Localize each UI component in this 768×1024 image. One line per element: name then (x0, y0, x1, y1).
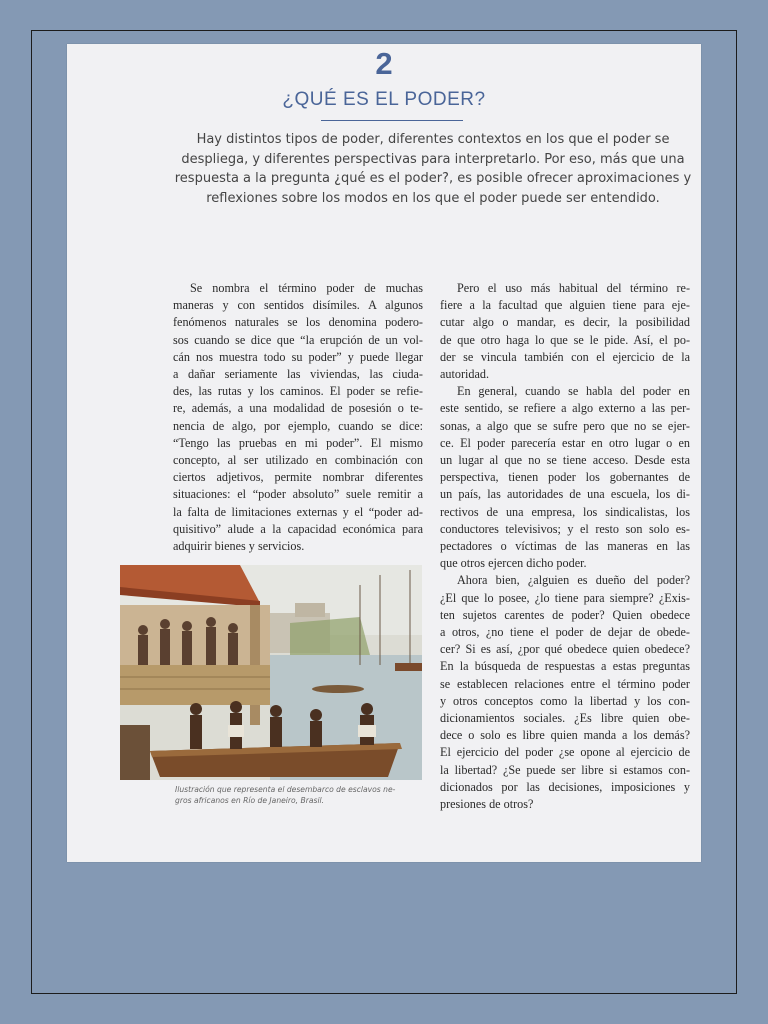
text-line: maneras y con sentidos disímiles. A algunos (173, 298, 423, 313)
text-line: situaciones: el “poder absoluto” suele remitir a (173, 487, 423, 502)
text-line: dece o solo es libre quien manda a los demás? (440, 728, 690, 743)
intro-paragraph (173, 130, 693, 208)
text-line: a otros, ¿no tiene el poder de dejar de obede- (440, 625, 690, 640)
intro-line: respuesta a la pregunta ¿qué es el poder?, es posible ofrecer aproximaciones y (174, 171, 692, 186)
illustration-caption (175, 785, 423, 806)
text-line: la falta de limitaciones externas y el “poder ad- (173, 504, 423, 519)
text-line: En general, cuando se habla del poder en (457, 384, 690, 399)
book-page (67, 44, 701, 862)
text-line: un país, las autoridades de una escuela, los di- (440, 487, 690, 502)
text-line: cutar algo o mandar, es decir, la posibilidad (440, 315, 690, 330)
caption-line: gros africanos en Río de Janeiro, Brasil. (175, 795, 325, 805)
text-line: dicionados por las decisiones, imposiciones y (440, 779, 690, 794)
text-line: presiones de otros? (440, 797, 534, 812)
text-line: pectadores o víctimas de las maneras en las (440, 539, 690, 554)
text-line: y otros conceptos como la libertad y los con- (440, 693, 690, 708)
text-line: este sentido, se refiere a algo externo a las per- (440, 401, 690, 416)
text-line: cán nos muestra todo su poder” y puede llegar (173, 349, 423, 364)
historical-illustration (120, 565, 422, 780)
text-line: nencia de algo, por ejemplo, cuando se dice: (173, 418, 423, 433)
illustration-art (120, 565, 422, 780)
intro-line: Hay distintos tipos de poder, diferentes contextos en los que el poder se (196, 132, 670, 147)
intro-line: reflexiones sobre los modos en los que el poder puede ser entendido. (206, 190, 660, 206)
text-line: de que otro haga lo que se le pide. Así, el po- (440, 332, 690, 347)
text-line: dicionamientos sociales. ¿Es libre quien obe- (440, 711, 690, 726)
text-line: la libertad? ¿Se puede ser libre si estamos con- (440, 762, 690, 777)
text-line: El ejercicio del poder ¿se opone al ejercicio de (440, 745, 690, 760)
text-line: der se vincula también con el ejercicio de la (440, 349, 690, 364)
text-line: que otros ejercen dicho poder. (440, 556, 587, 571)
text-line: a dañar seriamente las viviendas, las ciuda- (173, 367, 423, 382)
text-line: perspectiva, tienen poder los gobernantes de (440, 470, 690, 485)
text-line: autoridad. (440, 367, 490, 382)
text-line: concepto, al ser utilizado en combinación con (173, 453, 423, 468)
text-line: quisitivo” alude a la capacidad económica para (173, 521, 423, 536)
text-line: ¿El que lo posee, ¿lo tiene para siempre? ¿Exis- (440, 590, 690, 605)
text-line: rectivos de una empresa, los sindicalistas, los (440, 504, 690, 519)
chapter-title: ¿QUÉ ES EL PODER? (282, 89, 486, 110)
text-line: “Tengo las pruebas en mi poder”. El mismo (173, 435, 423, 450)
left-column-text (173, 280, 423, 555)
text-line: re, además, a una modalidad de posesión o te- (173, 401, 423, 416)
text-line: des, las rutas y los caminos. El poder se refie- (173, 384, 423, 399)
text-line: Ahora bien, ¿alguien es dueño del poder? (457, 573, 690, 588)
text-line: Pero el uso más habitual del término re- (457, 281, 690, 295)
text-line: un lugar al que no se tiene acceso. Desde esta (440, 453, 690, 468)
text-line: cer? Si es así, ¿por qué obedece quien obedece? (440, 642, 690, 657)
text-line: sos cuando se dice que “la erupción de un vol- (173, 332, 423, 347)
text-line: adquirir bienes y servicios. (173, 539, 305, 554)
text-line: Se nombra el término poder de muchas (190, 281, 423, 295)
text-line: conductores televisivos; y el resto son solo es- (440, 521, 690, 536)
text-line: En la búsqueda de respuestas a estas preguntas (440, 659, 690, 674)
text-line: se establecen relaciones entre el término poder (440, 676, 690, 691)
text-line: fiere a la facultad que alguien tiene para eje- (440, 298, 690, 313)
text-line: ciertos adjetivos, permite nombrar diferentes (173, 470, 423, 485)
text-line: fenómenos naturales se los denomina podero- (173, 315, 423, 330)
caption-line: Ilustración que representa el desembarco de esclavos ne- (175, 785, 396, 794)
chapter-number: 2 (375, 46, 393, 81)
text-line: ten sujetos carentes de poder? Quien obedece (440, 607, 690, 622)
intro-line: despliega, y diferentes perspectivas para interpretarlo. Por eso, más que una (181, 151, 685, 167)
text-line: ce. El poder parecería estar en otro lugar o en (440, 435, 690, 450)
text-line: sonas, a algo que se sufre pero que no se ejer- (440, 418, 690, 433)
title-underline (321, 120, 463, 121)
right-column-text (440, 280, 690, 813)
